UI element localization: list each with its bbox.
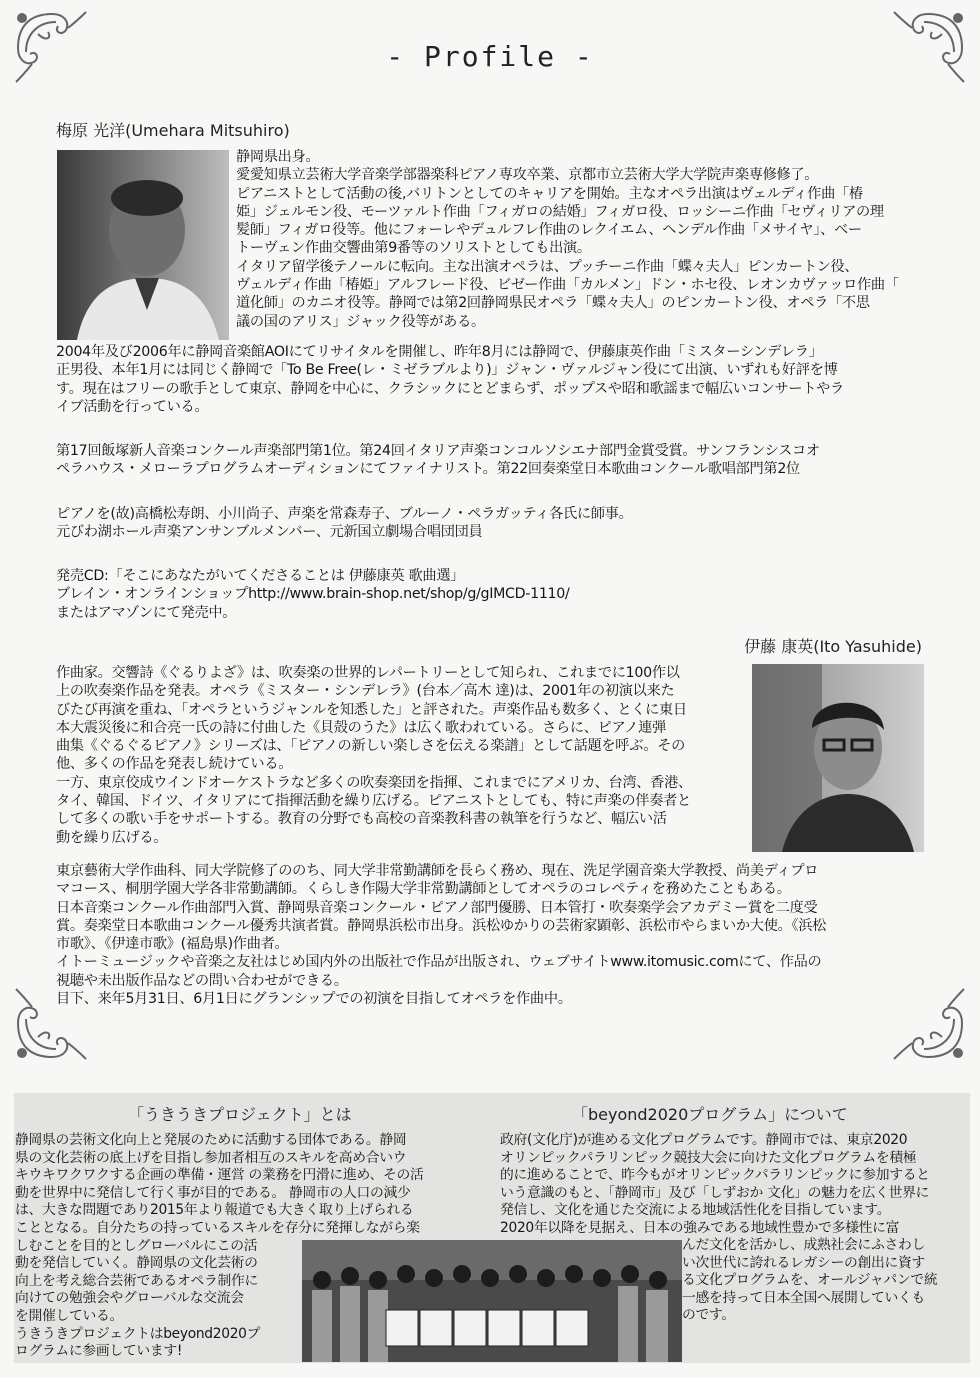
group-photo: [302, 1240, 682, 1362]
ito-bio-top: 作曲家。交響詩《ぐるりよざ》は、吹奏楽の世界的レパートリーとして知られ、これまでに100作以 上の吹奏楽作品を発表。オペラ《ミスター・シンデレラ》(台本／高木 達)は、2001年の初演以来た びたび再演を重ね、「オペラというジャンルを知悉した」と評された。声楽作品も数多く、とくに東日 本大震災後に和合亮一氏の詩に付曲した《貝殻のうた》は広く歌われている。さらに、ピアノ連弾 曲集《ぐるぐるピアノ》シリーズは、「ピアノの新しい楽しさを伝える楽譜」として話題を呼ぶ。その 他、多くの作品を発表し続けている。 一方、東京佼成ウインドオーケストラなど多くの吹奏楽団を指揮、これまでにアメリカ、台湾、香港、 タイ、韓国、ドイツ、イタリアにて指揮活動を繰り広げる。ピアニストとしても、特に声楽の伴奏者と して多くの歌い手をサポートする。教育の分野でも高校の音楽教科書の執筆を行うなど、幅広い活 動を繰り広げる。: [56, 665, 692, 846]
ito-photo: [752, 664, 924, 852]
ito-bio-rest: 東京藝術大学作曲科、同大学院修了ののち、同大学非常勤講師を長らく務め、現在、洗足学園音楽大学教授、尚美ディプロ マコース、桐朋学園大学各非常勤講師。くらしき作陽大学非常勤講師としてオペラのコレペティを務めたこともある。 日本音楽コンクール作曲部門入賞、静岡県音楽コンクール・ピアノ部門優勝、日本管打・吹奏楽学会アカデミー賞を二度受 賞。奏楽堂日本歌曲コンクール優秀共演者賞。静岡県浜松市出身。浜松ゆかりの芸術家顕彰、浜松市やらまいか大使。《浜松 市歌》、《伊達市歌》(福島県)作曲者。 イトーミュージックや音楽之友社はじめ国内外の出版社で作品が出版され、ウェブサイトwww.itomusic.comにて、作品の 視聴や未出版作品などの問い合わせができる。 目下、来年5月31日、6月1日にグランシップでの初演を目指してオペラを作曲中。: [56, 863, 827, 1008]
ukiuki-heading: 「うきうきプロジェクト」とは: [128, 1105, 352, 1124]
ukiuki-text: 静岡県の芸術文化向上と発展のために活動する団体である。静岡 県の文化芸術の底上げを目指し参加者相互のスキルを高め合いウ キウキワクワクする企画の準備・運営 の業務を円滑に進め、その活 動を世界中に発信して行く事が目的である。 静岡市の人口の減少 は、大きな問題であり2015年より報道でも大きく取り上げられる こととなる。自分たちの持っているスキルを存分に発揮しながら楽 しむことを目的としグローバルにこの活 動を発信していく。静岡県の文化芸術の 向上を考え総合芸術であるオペラ制作に 向けての勉強会やグローバルな交流会 を開催している。 うきうきプロジェクトはbeyond2020プ ログラムに参画しています!: [15, 1132, 424, 1360]
umehara-teachers: ピアノを(故)高橋松寿朗、小川尚子、声楽を常森寿子、ブルーノ・ペラガッティ各氏に師事。 元びわ湖ホール声楽アンサンブルメンバー、元新国立劇場合唱団団員: [56, 506, 633, 541]
umehara-bio-recital: 2004年及び2006年に静岡音楽館AOIにてリサイタルを開催し、昨年8月には静岡で、伊藤康英作曲「ミスターシンデレラ」 正男役、本年1月には同じく静岡で「To Be Free(レ・ミゼラブルより)」ジャン・ヴァルジャン役にて出演、いずれも好評を博 す。現在はフリーの歌手として東京、静岡を中心に、クラシックにとどまらず、ポップスや昭和歌謡まで幅広いコンサートやラ イブ活動を行っている。: [56, 344, 844, 415]
umehara-bio-top: 静岡県出身。 愛愛知県立芸術大学音楽学部器楽科ピアノ専攻卒業、京都市立芸術大学大学院声楽専修修了。 ピアニストとして活動の後,バリトンとしてのキャリアを開始。主なオペラ出演はヴェルディ作曲「椿 姫」ジェルモン役、モーツァルト作曲「フィガロの結婚」フィガロ役、ロッシーニ作曲「セヴィリアの理 髪師」フィガロ役等。他にフォーレやデュルフレ作曲のレクイエム、ヘンデル作曲「メサイヤ」、ベー トーヴェン作曲交響曲第9番等のソリストとしても出演。 イタリア留学後テノールに転向。主な出演オペラは、プッチーニ作曲「蝶々夫人」ピンカートン役、 ヴェルディ作曲「椿姫」アルフレード役、ビゼー作曲「カルメン」ドン・ホセ役、レオンカヴァッロ作曲「 道化師」のカニオ役等。静岡では第2回静岡県民オペラ「蝶々夫人」のピンカートン役、オペラ「不思 議の国のアリス」ジャック役等がある。: [236, 149, 899, 330]
beyond-text: 政府(文化庁)が進める文化プログラムです。静岡市では、東京2020 オリンピックパラリンピック競技大会に向けた文化プログラムを積極 的に進めることで、昨今もがオリンピックパラリンピックに参加すると いう意識のもと、「静岡市」及び「しずおか 文化」の魅力を広く世界に 発信し、文化を通じた交流による地域活性化を目指しています。 2020年以降を見据え、日本の強みである地域性豊かで多様性に富: [500, 1132, 930, 1236]
umehara-name: 梅原 光洋(Umehara Mitsuhiro): [56, 121, 290, 140]
umehara-cd: 発売CD:「そこにあなたがいてくださることは 伊藤康英 歌曲選」 ブレイン・オンラインショップhttp://www.brain-shop.net/shop/g/gIMCD-1110/ またはアマゾンにて発売中。: [56, 568, 570, 621]
beyond-text-continued: んだ文化を活かし、成熟社会にふさわし い次世代に誇れるレガシーの創出に資す る文化プログラムを、オールジャパンで統 一感を持って日本全国へ展開していくも のです。: [682, 1237, 938, 1324]
page-title: - Profile -: [386, 40, 594, 73]
ito-name: 伊藤 康英(Ito Yasuhide): [744, 637, 922, 656]
umehara-photo: [57, 150, 229, 340]
beyond-heading: 「beyond2020プログラム」について: [572, 1105, 848, 1124]
umehara-awards: 第17回飯塚新人音楽コンクール声楽部門第1位。第24回イタリア声楽コンコルソシエナ部門金賞受賞。サンフランシスコオ ペラハウス・メローラプログラムオーディションにてファイナリスト。第22回奏楽堂日本歌曲コンクール歌唱部門第2位: [56, 443, 820, 478]
